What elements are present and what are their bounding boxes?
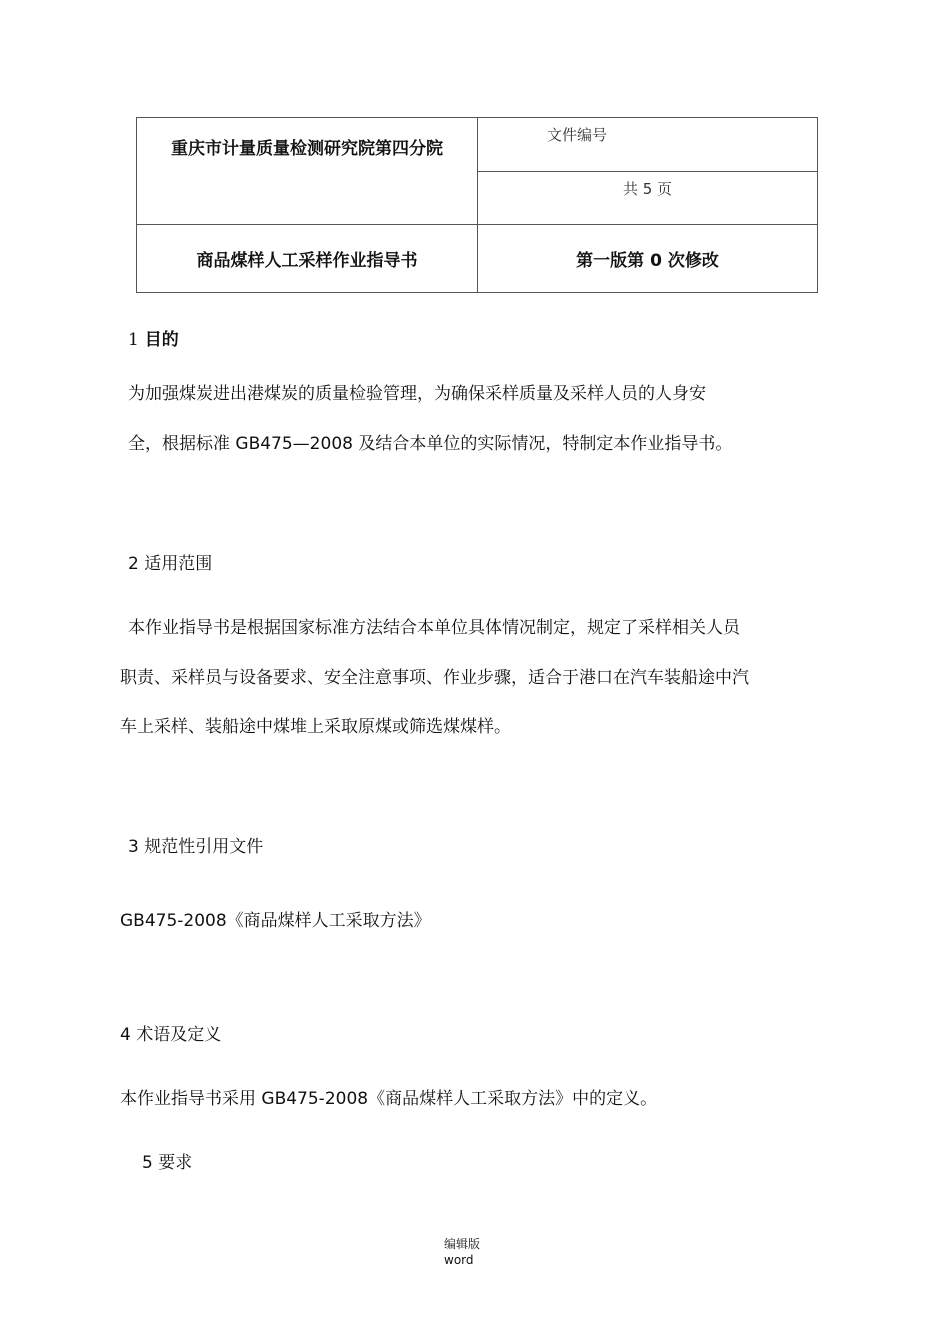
section-5-heading: 5 要求 [142, 1153, 193, 1173]
section-4-para: 本作业指导书采用 GB475-2008《商品煤样人工采取方法》中的定义。 [120, 1089, 658, 1109]
footer-label-2: word [444, 1253, 474, 1267]
doc-number-cell [478, 118, 818, 172]
section-2-heading: 2 适用范围 [128, 554, 213, 574]
document-header-table [136, 117, 818, 293]
section-2-para-line-2: 职责、采样员与设备要求、安全注意事项、作业步骤，适合于港口在汽车装船途中汽 [120, 668, 749, 688]
section-2-para-line-1: 本作业指导书是根据国家标准方法结合本单位具体情况制定，规定了采样相关人员 [128, 618, 740, 638]
section-1-title: 目的 [144, 330, 179, 350]
doc-number-label: 文件编号 [547, 126, 608, 144]
section-4-heading: 4 术语及定义 [120, 1025, 222, 1045]
revision-info: 第一版第 0 次修改 [478, 225, 818, 293]
organization-name: 重庆市计量质量检测研究院第四分院 [137, 118, 478, 225]
section-1-number: 1 [128, 330, 139, 350]
section-1-para-line-2: 全，根据标准 GB475—2008 及结合本单位的实际情况，特制定本作业指导书。 [128, 434, 733, 454]
total-pages-cell [478, 172, 818, 225]
section-1-para-line-1: 为加强煤炭进出港煤炭的质量检验管理，为确保采样质量及采样人员的人身安 [128, 384, 706, 404]
doc-title: 商品煤样人工采样作业指导书 [137, 225, 478, 293]
section-1-heading [128, 329, 179, 351]
section-3-reference: GB475-2008《商品煤样人工采取方法》 [120, 911, 431, 931]
total-pages: 共 5 页 [622, 180, 673, 199]
section-3-heading: 3 规范性引用文件 [128, 837, 264, 857]
footer-label-1: 编辑版 [444, 1237, 481, 1251]
section-2-para-line-3: 车上采样、装船途中煤堆上采取原煤或筛选煤煤样。 [120, 717, 511, 737]
